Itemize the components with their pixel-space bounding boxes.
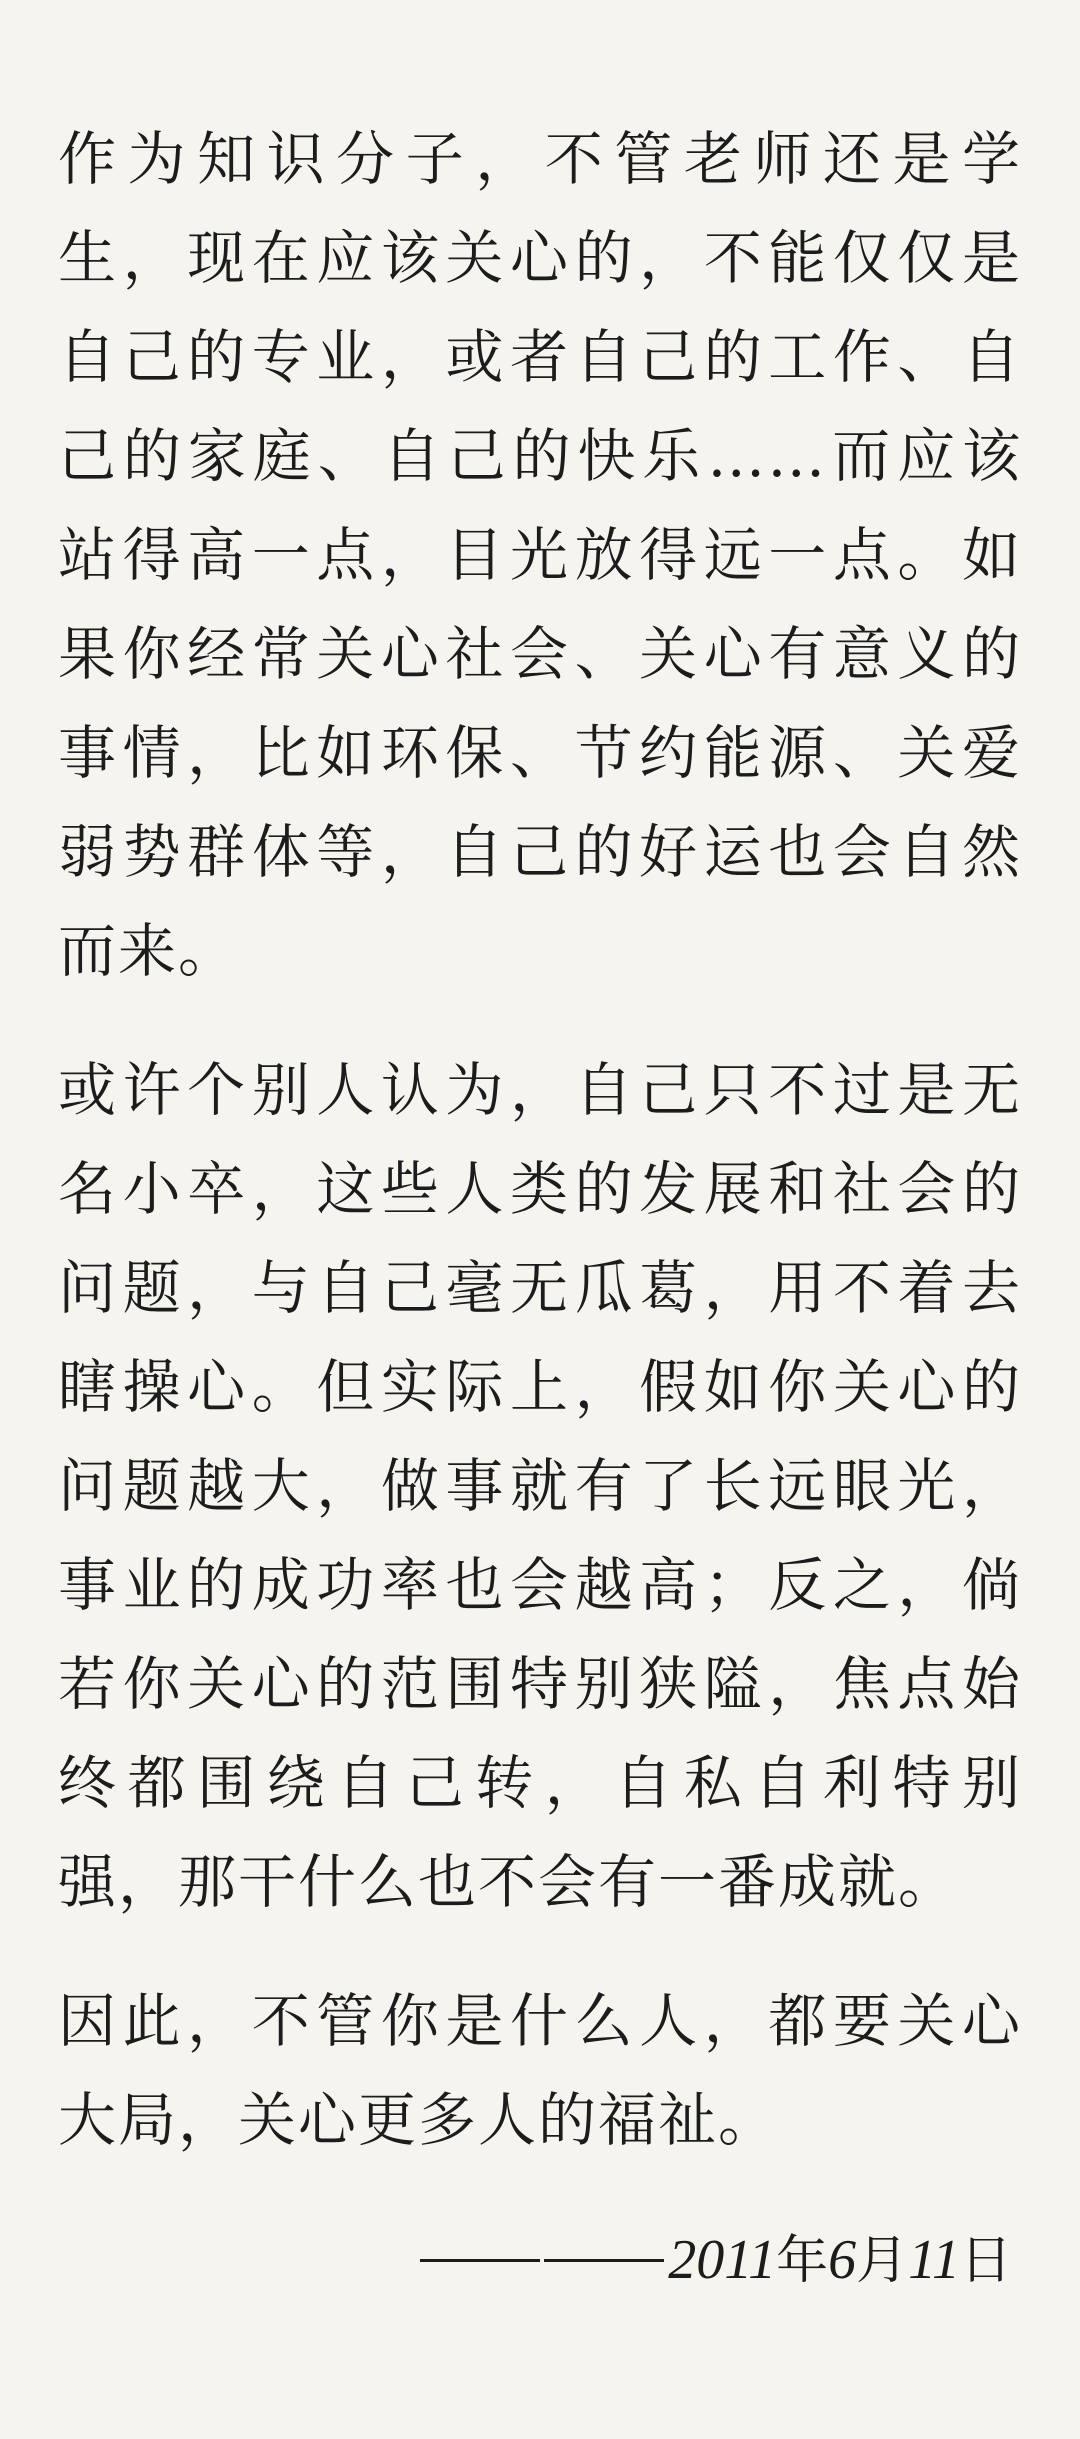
text-line: 作为知识分子，不管老师还是学 xyxy=(58,125,1022,193)
text-line: 己的家庭、自己的快乐……而应该 xyxy=(58,422,1022,490)
text-line: 果你经常关心社会、关心有意义的 xyxy=(58,620,1022,688)
date-day-char: 日 xyxy=(959,2231,1012,2291)
paragraph-3 xyxy=(58,1972,1022,2170)
text-line: 事情，比如环保、节约能源、关爱 xyxy=(58,719,1022,787)
text-line: 终都围绕自己转，自私自利特别 xyxy=(58,1749,1022,1817)
text-line: 瞎操心。但实际上，假如你关心的 xyxy=(58,1353,1022,1421)
text-line: 生，现在应该关心的，不能仅仅是 xyxy=(58,224,1022,292)
em-dash xyxy=(420,2259,540,2262)
text-line: 而来。 xyxy=(58,917,239,985)
text-line: 自己的专业，或者自己的工作、自 xyxy=(58,323,1022,391)
paragraph-1 xyxy=(58,110,1022,1001)
date-month-char: 月 xyxy=(856,2231,909,2291)
text-line: 强，那干什么也不会有一番成就。 xyxy=(58,1848,959,1916)
text-line: 或许个别人认为，自己只不过是无 xyxy=(58,1056,1022,1124)
text-line: 弱势群体等，自己的好运也会自然 xyxy=(58,818,1022,886)
text-line: 问题，与自己毫无瓜葛，用不着去 xyxy=(58,1254,1022,1322)
date-day: 11 xyxy=(908,2229,960,2291)
text-line: 大局，关心更多人的福祉。 xyxy=(58,2086,779,2154)
text-line: 事业的成功率也会越高；反之，倘 xyxy=(58,1551,1022,1619)
date-month: 6 xyxy=(828,2229,857,2291)
text-line: 若你关心的范围特别狭隘，焦点始 xyxy=(58,1650,1022,1718)
em-dash xyxy=(544,2259,664,2262)
date-year-char: 年 xyxy=(776,2231,829,2291)
text-line: 因此，不管你是什么人，都要关心 xyxy=(58,1987,1022,2055)
date-year: 2011 xyxy=(668,2229,777,2291)
text-line: 站得高一点，目光放得远一点。如 xyxy=(58,521,1022,589)
paragraph-2 xyxy=(58,1041,1022,1932)
text-line: 问题越大，做事就有了长远眼光， xyxy=(58,1452,1022,1520)
text-line: 名小卒，这些人类的发展和社会的 xyxy=(58,1155,1022,1223)
date-signature xyxy=(420,2225,1012,2296)
